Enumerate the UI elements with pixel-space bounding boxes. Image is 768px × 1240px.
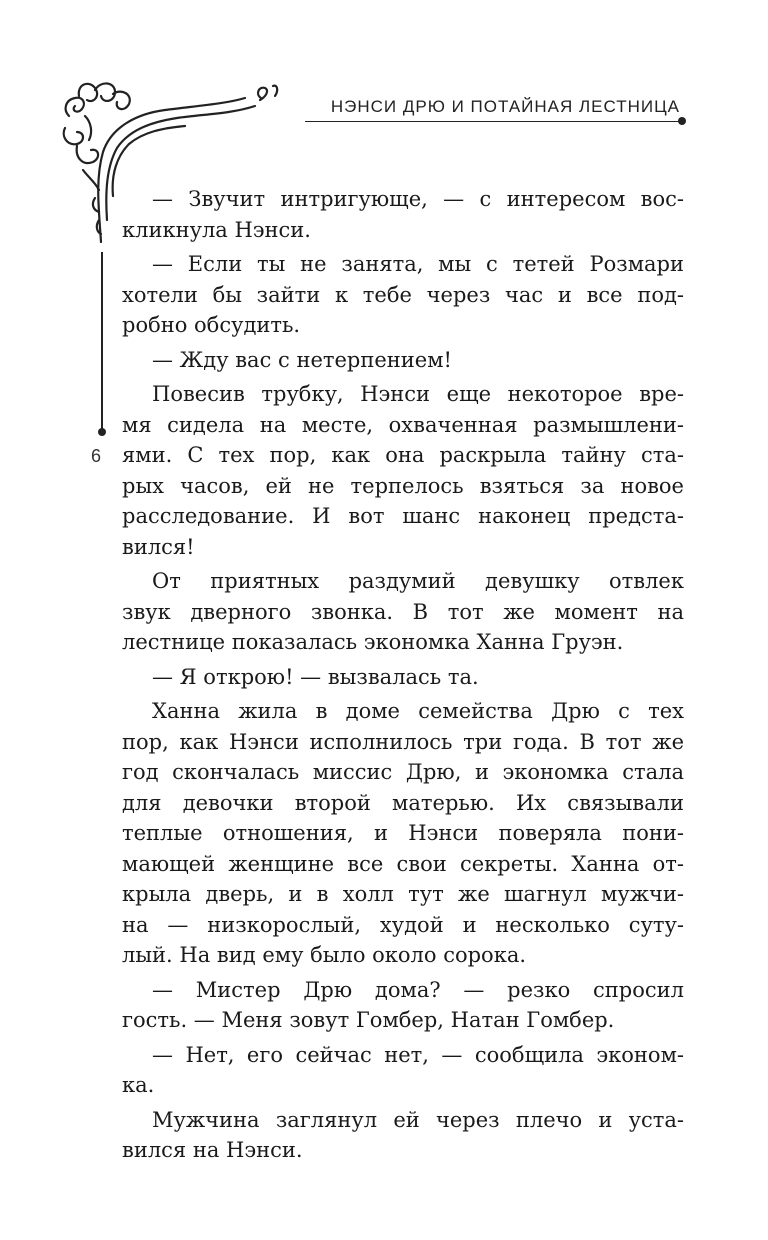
paragraph <box>122 249 684 341</box>
header-rule <box>305 121 682 122</box>
text-line: кликнула Нэнси. <box>122 217 311 242</box>
text-line: — Нет, его сейчас нет, — сообщила эконом- <box>152 1042 684 1067</box>
text-line: мя сидела на месте, охваченная размышлени- <box>122 412 684 437</box>
paragraph <box>122 975 684 1036</box>
text-line: робно обсудить. <box>122 313 301 337</box>
text-line: От приятных раздумий девушку отвлек <box>152 569 684 593</box>
paragraph <box>122 1105 684 1166</box>
text-line: ка. <box>122 1073 155 1097</box>
text-line: лестнице показалась экономка Ханна Груэн. <box>122 630 624 654</box>
text-line: — Мистер Дрю дома? — резко спросил <box>152 977 684 1002</box>
text-line: для девочки второй матерью. Их связывали <box>122 790 684 815</box>
text-line: — Жду вас с нетерпением! <box>152 347 452 372</box>
text-line: пор, как Нэнси исполнилось три года. В тот же <box>122 729 684 754</box>
text-line: Ханна жила в доме семейства Дрю с тех <box>152 699 684 723</box>
text-line: мающей женщине все свои секреты. Ханна от- <box>122 851 684 876</box>
side-rule-dot <box>98 428 106 436</box>
text-line: расследование. И вот шанс наконец предста- <box>122 504 684 528</box>
paragraph <box>122 696 684 971</box>
text-line: — Если ты не занята, мы с тетей Розмари <box>152 252 684 276</box>
paragraph <box>122 566 684 658</box>
side-rule <box>101 252 103 430</box>
text-line: крыла дверь, и в холл тут же шагнул мужчи- <box>122 882 684 906</box>
text-line: ями. С тех пор, как она раскрыла тайну ста- <box>122 443 684 467</box>
text-line: Повесив трубку, Нэнси еще некоторое вре- <box>152 382 684 406</box>
text-line: вился! <box>122 534 195 559</box>
header-rule-dot <box>678 117 686 125</box>
text-line: — Я открою! — вызвалась та. <box>152 664 479 689</box>
paragraph <box>122 345 684 376</box>
text-line: год скончалась миссис Дрю, и экономка стала <box>122 760 684 784</box>
paragraph <box>122 662 684 693</box>
text-line: гость. — Меня зовут Гомбер, Натан Гомбер. <box>122 1008 615 1032</box>
text-line: — Звучит интригующе, — с интересом вос- <box>152 187 684 211</box>
text-line: хотели бы зайти к тебе через час и все под- <box>122 282 684 307</box>
text-line: звук дверного звонка. В тот же момент на <box>122 599 684 624</box>
page-number: 6 <box>91 446 102 466</box>
text-line: Мужчина заглянул ей через плечо и уста- <box>152 1107 684 1132</box>
text-line: на — низкорослый, худой и несколько суту- <box>122 912 684 937</box>
paragraph <box>122 184 684 245</box>
body-text <box>122 184 684 1170</box>
text-line: рых часов, ей не терпелось взяться за новое <box>122 473 684 498</box>
text-line: теплые отношения, и Нэнси поверяла пони- <box>122 821 684 845</box>
text-line: лый. На вид ему было около сорока. <box>122 943 527 967</box>
paragraph <box>122 1040 684 1101</box>
text-line: вился на Нэнси. <box>122 1138 303 1162</box>
paragraph <box>122 379 684 562</box>
running-header-title: НЭНСИ ДРЮ И ПОТАЙНАЯ ЛЕСТНИЦА <box>330 97 680 116</box>
